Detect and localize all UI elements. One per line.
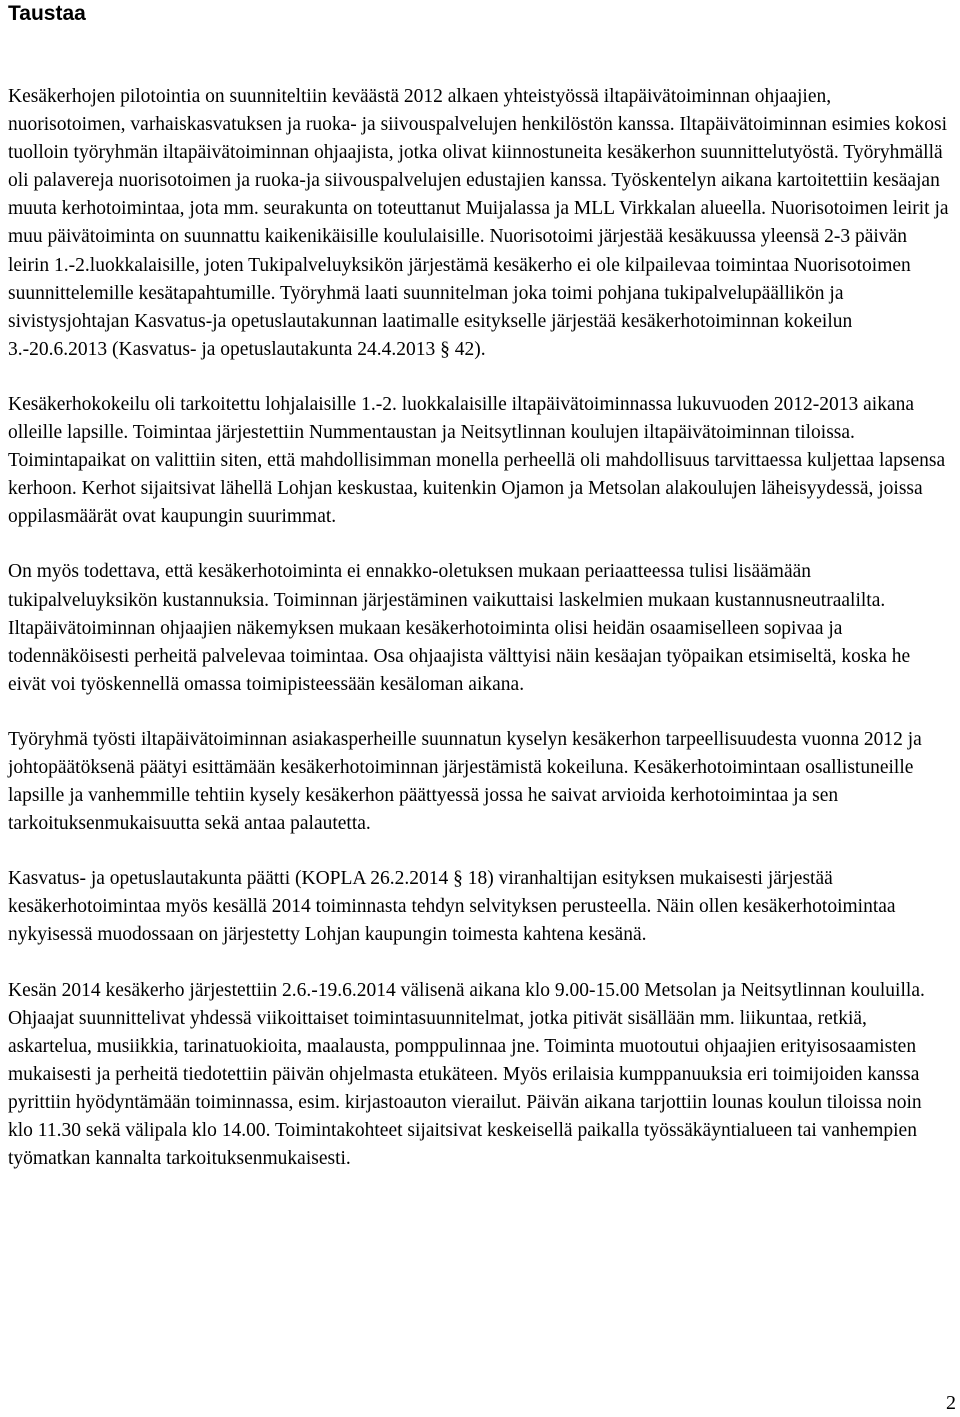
paragraph-board-decision: Kasvatus- ja opetuslautakunta päätti (KOPLA 26.2.2014 § 18) viranhaltijan esityksen mukaisesti järjestää kesäkerhotoimintaa myös kesällä 2014 toiminnasta tehdyn selvityksen perusteella. Näin ollen kesäkerhotoimintaa nykyisessä muodossaan on järjestetty Lohjan kaupungin toimesta kahtena kesänä. <box>8 868 896 946</box>
paragraph-cost-neutrality: On myös todettava, että kesäkerhotoiminta ei ennakko-oletuksen mukaan periaatteessa tulisi lisäämään tukipalveluyksikön kustannuksia. Toiminnan järjestäminen vaikuttaisi laskelmien mukaan kustannusneutraalilta. Iltapäivätoiminnan ohjaajien näkemyksen mukaan kesäkerhotoiminta olisi heidän osaamiselleen sopivaa ja todennäköisesti perheitä palvelevaa toimintaa. Osa ohjaajista välttyisi näin kesäajan työpaikan etsimiseltä, koska he eivät voi työskennellä omassa toimipisteessään kesäloman aikana. <box>8 561 911 695</box>
paragraph-summer-2014: Kesän 2014 kesäkerho järjestettiin 2.6.-19.6.2014 välisenä aikana klo 9.00-15.00 Metsolan ja Neitsytlinnan kouluilla. Ohjaajat suunnittelivat yhdessä viikoittaiset toimintasuunnitelmat, jotka pitivät sisällään mm. liikuntaa, retkiä, askartelua, musiikkia, tarinatuokioita, maalausta, pomppulinnaa jne. Toiminta muotoutui ohjaajien erityisosaamisten mukaisesti ja perheitä tiedotettiin päivän ohjelmasta etukäteen. Myös erilaisia kumppanuuksia eri toimijoiden kanssa pyrittiin hyödyntämään toiminnassa, esim. kirjastoauton vierailut. Päivän aikana tarjottiin lounas koulun tiloissa noin klo 11.30 sekä välipala klo 14.00. Toimintakohteet sijaitsivat keskeisellä paikalla työssäkäyntialueen tai vanhempien työmatkan kannalta tarkoituksenmukaisesti. <box>8 979 925 1170</box>
page-number: 2 <box>946 1392 956 1414</box>
section-heading: Taustaa <box>8 2 86 25</box>
paragraph-pilot-target-group: Kesäkerhokokeilu oli tarkoitettu lohjalaisille 1.-2. luokkalaisille iltapäivätoiminnassa lukuvuoden 2012-2013 aikana olleille lapsille. Toimintaa järjestettiin Nummentaustan ja Neitsytlinnan koulujen iltapäivätoiminnan tiloissa. Toimintapaikat on valittiin siten, että mahdollisimman monella perheellä oli mahdollisuus tarvittaessa kuljettaa lapsensa kerhoon. Kerhot sijaitsivat lähellä Lohjan keskustaa, kuitenkin Ojamon ja Metsolan alakoulujen läheisyydessä, joissa oppilasmäärät ovat kaupungin suurimmat. <box>8 393 946 528</box>
paragraph-background-planning: Kesäkerhojen pilotointia on suunniteltiin keväästä 2012 alkaen yhteistyössä iltapäivätoiminnan ohjaajien, nuorisotoimen, varhaiskasvatuksen ja ruoka- ja siivouspalvelujen henkilöstön kanssa. Iltapäivätoiminnan esimies kokosi tuolloin työryhmän iltapäivätoiminnan ohjaajista, jotka olivat kiinnostuneita kesäkerhon suunnittelutyöstä. Työryhmällä oli palavereja nuorisotoimen ja ruoka-ja siivouspalvelujen edustajien kanssa. Työskentelyn aikana kartoitettiin kesäajan muuta kerhotoimintaa, jota mm. seurakunta on toteuttanut Muijalassa ja MLL Virkkalan alueella. Nuorisotoimen leirit ja muu päivätoiminta on suunnattu kaikenikäisille koululaisille. Nuorisotoimi järjestää kesäkuussa yleensä 2-3 päivän leirin 1.-2.luokkalaisille, joten Tukipalveluyksikön järjestämä kesäkerho ei ole kilpailevaa toimintaa Nuorisotoimen suunnittelemille kesätapahtumille. Työryhmä laati suunnitelman joka toimi pohjana tukipalvelupäällikön ja sivistysjohtajan Kasvatus-ja opetuslautakunnan laatimalle esitykselle järjestää kesäkerhotoiminnan kokeilun 3.-20.6.2013 (Kasvatus- ja opetuslautakunta 24.4.2013 § 42). <box>8 86 949 360</box>
paragraph-survey: Työryhmä työsti iltapäivätoiminnan asiakasperheille suunnatun kyselyn kesäkerhon tarpeellisuudesta vuonna 2012 ja johtopäätöksenä päätyi esittämään kesäkerhotoiminnan järjestämistä kokeiluna. Kesäkerhotoimintaan osallistuneille lapsille ja vanhemmille tehtiin kysely kesäkerhon päättyessä jossa he saivat arvioida kerhotoimintaa ja sen tarkoituksenmukaisuutta sekä antaa palautetta. <box>8 728 922 835</box>
document-page <box>8 0 950 1173</box>
